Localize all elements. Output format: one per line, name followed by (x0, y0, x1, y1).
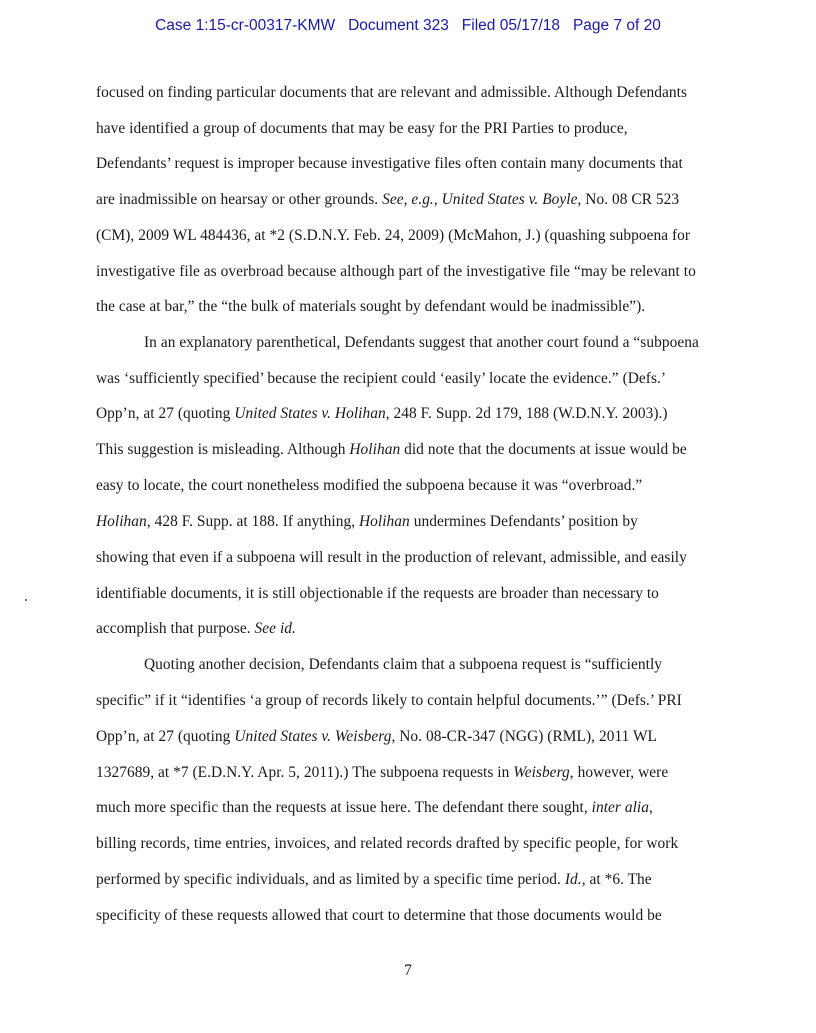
text-line (96, 620, 296, 638)
text-segment: , (433, 191, 442, 208)
text-line (96, 405, 668, 423)
text-segment: , No. 08-CR-347 (NGG) (RML), 2011 WL (391, 728, 658, 745)
text-line (96, 155, 683, 173)
text-line (96, 513, 638, 531)
text-segment: In an explanatory parenthetical, Defendants suggest that another court found a “subpoena (144, 334, 699, 351)
text-segment: identifiable documents, it is still objectionable if the requests are broader than necessary to (96, 585, 659, 602)
text-segment: This suggestion is misleading. Although (96, 441, 350, 458)
italic-citation: Weisberg (513, 764, 570, 781)
text-segment: billing records, time entries, invoices, and related records drafted by specific people, for work (96, 835, 679, 852)
text-line (96, 549, 687, 567)
text-segment: 1327689, at *7 (E.D.N.Y. Apr. 5, 2011).) The subpoena requests in (96, 764, 514, 781)
text-segment: easy to locate, the court nonetheless modified the subpoena because it was “overbroad.” (96, 477, 643, 494)
text-line (96, 585, 659, 603)
text-line (96, 84, 687, 102)
text-segment: , at *6. The (581, 871, 652, 888)
italic-citation: Holihan (96, 513, 147, 530)
text-segment: Quoting another decision, Defendants claim that a subpoena request is “sufficiently (144, 656, 663, 673)
filed-date: Filed 05/17/18 (461, 17, 561, 34)
text-line (96, 728, 657, 746)
text-line (96, 298, 645, 316)
italic-citation: Id. (564, 871, 582, 888)
page-count: Page 7 of 20 (572, 17, 661, 34)
text-line (144, 656, 662, 674)
text-segment: , No. 08 CR 523 (577, 191, 680, 208)
text-line (96, 764, 668, 782)
scan-speck (25, 599, 27, 601)
italic-citation: inter alia (591, 799, 649, 816)
text-line (96, 835, 678, 853)
text-segment: Opp’n, at 27 (quoting (96, 728, 235, 745)
text-line (96, 692, 682, 710)
text-segment: , 248 F. Supp. 2d 179, 188 (W.D.N.Y. 2003).) (385, 405, 668, 422)
italic-citation: See id. (254, 620, 296, 637)
case-number: Case 1:15-cr-00317-KMW (155, 17, 336, 34)
text-segment: undermines Defendants’ position by (409, 513, 638, 530)
text-segment: did note that the documents at issue would be (400, 441, 687, 458)
text-segment: the case at bar,” the “the bulk of materials sought by defendant would be inadmissible”). (96, 298, 646, 315)
text-segment: investigative file as overbroad because although part of the investigative file “may be relevant to (96, 263, 696, 280)
document-number: Document 323 (348, 17, 449, 34)
italic-citation: United States v. Weisberg (234, 728, 392, 745)
text-segment: , 428 F. Supp. at 188. If anything, (146, 513, 359, 530)
text-line (96, 120, 628, 138)
text-segment: Opp’n, at 27 (quoting (96, 405, 235, 422)
text-segment: (CM), 2009 WL 484436, at *2 (S.D.N.Y. Feb. 24, 2009) (McMahon, J.) (quashing subpoena for (96, 227, 691, 244)
text-segment: accomplish that purpose. (96, 620, 255, 637)
text-segment: , however, were (569, 764, 669, 781)
text-line (96, 799, 653, 817)
page-header (0, 17, 816, 35)
text-segment: have identified a group of documents that may be easy for the PRI Parties to produce, (96, 120, 628, 137)
text-line (96, 191, 679, 209)
italic-citation: Holihan (349, 441, 401, 458)
text-segment: showing that even if a subpoena will result in the production of relevant, admissible, and easily (96, 549, 687, 566)
italic-citation: See, e.g. (382, 191, 434, 208)
text-line (144, 334, 699, 352)
text-line (96, 263, 696, 281)
text-segment: specific” if it “identifies ‘a group of records likely to contain helpful documents.’” (Defs.’ PRI (96, 692, 682, 709)
text-segment: are inadmissible on hearsay or other grounds. (96, 191, 383, 208)
text-line (96, 871, 652, 889)
text-segment: , (648, 799, 653, 816)
text-segment: specificity of these requests allowed that court to determine that those documents would be (96, 907, 662, 924)
text-line (96, 370, 666, 388)
text-segment: focused on finding particular documents that are relevant and admissible. Although Defendants (96, 84, 688, 101)
text-segment: Defendants’ request is improper because investigative files often contain many documents that (96, 155, 683, 172)
text-line (96, 227, 690, 245)
italic-citation: United States v. Boyle (441, 191, 578, 208)
page-number: 7 (404, 962, 412, 979)
italic-citation: United States v. Holihan (234, 405, 386, 422)
italic-citation: Holihan (359, 513, 410, 530)
text-line (96, 907, 662, 925)
text-segment: was ‘sufficiently specified’ because the recipient could ‘easily’ locate the evidence.” (Defs.’ (96, 370, 667, 387)
text-segment: much more specific than the requests at issue here. The defendant there sought, (96, 799, 592, 816)
text-segment: performed by specific individuals, and as limited by a specific time period. (96, 871, 565, 888)
text-line (96, 441, 687, 459)
text-line (96, 477, 642, 495)
